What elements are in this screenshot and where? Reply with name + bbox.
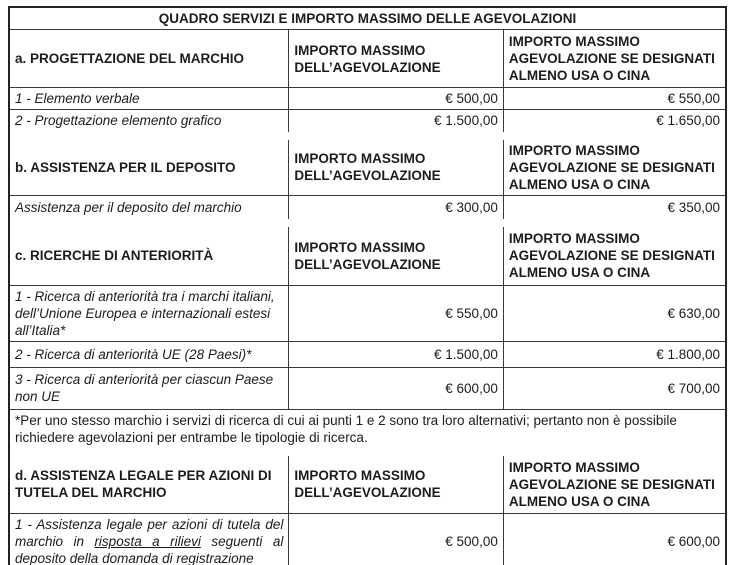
section-d-table <box>10 456 725 565</box>
label-underlined-text: risposta a rilievi <box>94 534 201 549</box>
amount-max: € 550,00 <box>289 285 504 341</box>
amount-max-usa-cina: € 1.650,00 <box>503 110 725 132</box>
table-title: QUADRO SERVIZI E IMPORTO MASSIMO DELLE AGEVOLAZIONI <box>10 8 725 30</box>
amount-max-usa-cina: € 700,00 <box>503 367 725 409</box>
amount-max: € 600,00 <box>289 367 504 409</box>
table-row <box>10 88 725 110</box>
section-b-heading: b. ASSISTENZA PER IL DEPOSITO <box>10 140 289 196</box>
service-label: 1 - Ricerca di anteriorità tra i marchi italiani, dell’Unione Europea e internazionali estesi all’Italia* <box>10 285 289 341</box>
section-a-heading: a. PROGETTAZIONE DEL MARCHIO <box>10 30 289 88</box>
col-header-importo-massimo: IMPORTO MASSIMO DELL’AGEVOLAZIONE <box>289 227 504 285</box>
section-a-table <box>10 8 725 132</box>
amount-max: € 500,00 <box>289 514 504 565</box>
col-header-usa-cina: IMPORTO MASSIMO AGEVOLAZIONE SE DESIGNATI ALMENO USA O CINA <box>503 456 725 514</box>
amount-max-usa-cina: € 600,00 <box>503 514 725 565</box>
amount-max: € 300,00 <box>289 195 504 219</box>
col-header-usa-cina: IMPORTO MASSIMO AGEVOLAZIONE SE DESIGNATI ALMENO USA O CINA <box>503 140 725 196</box>
col-header-importo-massimo: IMPORTO MASSIMO DELL’AGEVOLAZIONE <box>289 456 504 514</box>
service-label: Assistenza per il deposito del marchio <box>10 195 289 219</box>
amount-max-usa-cina: € 1.800,00 <box>503 341 725 367</box>
amount-max: € 1.500,00 <box>289 341 504 367</box>
footnote: *Per uno stesso marchio i servizi di ricerca di cui ai punti 1 e 2 sono tra loro alternativi; pertanto non è possibile richiedere agevolazioni per entrambe le tipologie di ricerca. <box>10 409 725 448</box>
amount-max-usa-cina: € 630,00 <box>503 285 725 341</box>
amount-max-usa-cina: € 350,00 <box>503 195 725 219</box>
table-row <box>10 341 725 367</box>
col-header-usa-cina: IMPORTO MASSIMO AGEVOLAZIONE SE DESIGNATI ALMENO USA O CINA <box>503 30 725 88</box>
amount-max-usa-cina: € 550,00 <box>503 88 725 110</box>
table-row <box>10 110 725 132</box>
section-c-table <box>10 227 725 448</box>
service-label: 1 - Elemento verbale <box>10 88 289 110</box>
col-header-importo-massimo: IMPORTO MASSIMO DELL’AGEVOLAZIONE <box>289 140 504 196</box>
table-row <box>10 367 725 409</box>
section-spacer <box>10 219 725 227</box>
amount-max: € 500,00 <box>289 88 504 110</box>
section-d-heading: d. ASSISTENZA LEGALE PER AZIONI DI TUTELA DEL MARCHIO <box>10 456 289 514</box>
table-row <box>10 285 725 341</box>
amount-max: € 1.500,00 <box>289 110 504 132</box>
service-label: 3 - Ricerca di anteriorità per ciascun Paese non UE <box>10 367 289 409</box>
label-text: 1 - Assistenza legale per azioni di tutela del marchio in <box>15 517 284 549</box>
section-b-table <box>10 140 725 220</box>
col-header-importo-massimo: IMPORTO MASSIMO DELL’AGEVOLAZIONE <box>289 30 504 88</box>
table-row <box>10 195 725 219</box>
service-label <box>10 514 289 565</box>
agevolazioni-table <box>8 6 727 565</box>
service-label: 2 - Progettazione elemento grafico <box>10 110 289 132</box>
table-row <box>10 514 725 565</box>
service-label: 2 - Ricerca di anteriorità UE (28 Paesi)* <box>10 341 289 367</box>
col-header-usa-cina: IMPORTO MASSIMO AGEVOLAZIONE SE DESIGNATI ALMENO USA O CINA <box>503 227 725 285</box>
section-spacer <box>10 132 725 140</box>
label-text: seguenti al deposito della domanda di registrazione <box>15 534 284 565</box>
section-spacer <box>10 448 725 456</box>
section-c-heading: c. RICERCHE DI ANTERIORITÀ <box>10 227 289 285</box>
